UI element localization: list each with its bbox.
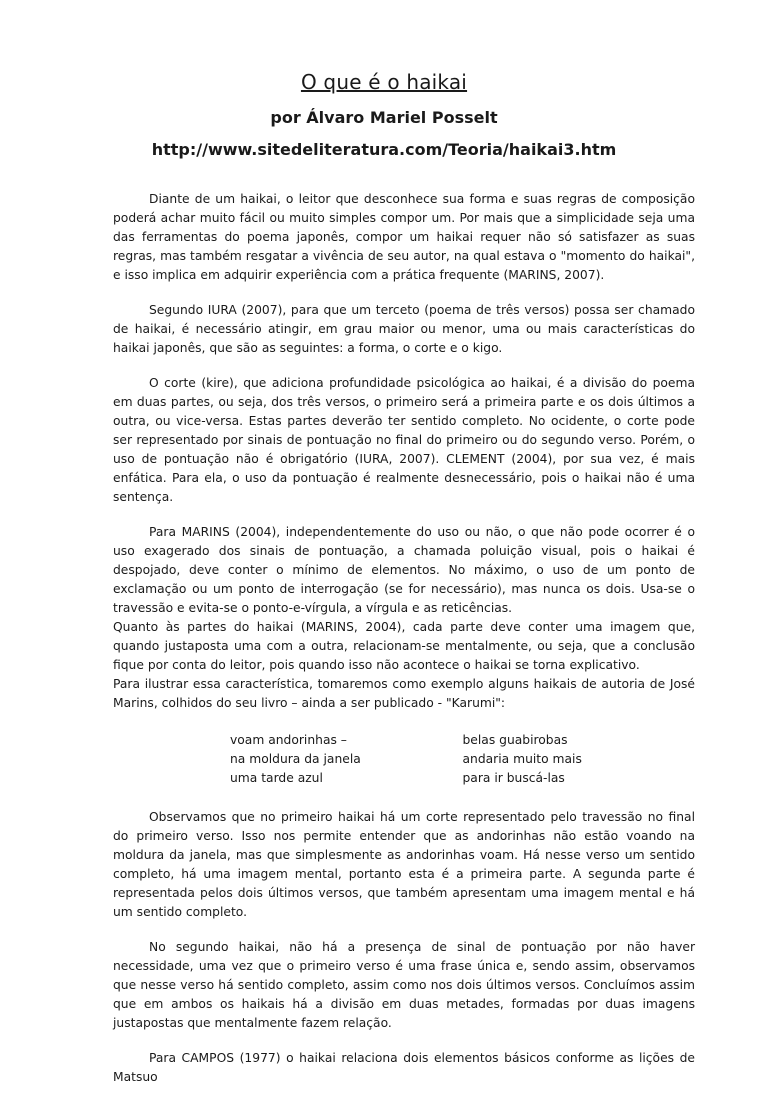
paragraph: Para CAMPOS (1977) o haikai relaciona dois elementos básicos conforme as lições de Matsuo (113, 1051, 695, 1084)
haikai-poem-2 (463, 731, 696, 788)
haikai-verse: voam andorinhas – (230, 733, 347, 747)
paragraph: Para ilustrar essa característica, tomaremos como exemplo alguns haikais de autoria de José Marins, colhidos do seu livro – ainda a ser publicado - "Karumi": (113, 677, 695, 710)
paragraph: No segundo haikai, não há a presença de sinal de pontuação por não haver necessidade, uma vez que o primeiro verso é uma frase única e, sendo assim, observamos que nesse verso há sentido completo, assim como nos dois últimos versos. Concluímos assim que em ambos os haikais há a divisão em duas metades, formadas por duas imagens justapostas que mentalmente fazem relação. (113, 940, 695, 1030)
haikai-verse: uma tarde azul (230, 771, 323, 785)
author-byline: por Álvaro Mariel Posselt (270, 108, 498, 127)
paragraph: Quanto às partes do haikai (MARINS, 2004), cada parte deve conter uma imagem que, quando justaposta uma com a outra, relacionam-se mentalmente, ou seja, que a conclusão fique por conta do leitor, pois quando isso não acontece o haikai se torna explicativo. (113, 620, 695, 672)
article-body (113, 190, 695, 1103)
paragraph: Diante de um haikai, o leitor que desconhece sua forma e suas regras de composição poderá achar muito fácil ou muito simples compor um. Por mais que a simplicidade seja uma das ferramentas do poema japonês, compor um haikai requer não só satisfazer as suas regras, mas também resgatar a vivência de seu autor, na qual estava o "momento do haikai", e isso implica em adquirir experiência com a prática frequente (MARINS, 2007). (113, 192, 695, 282)
haikai-verse: belas guabirobas (462, 733, 568, 747)
paragraph: O corte (kire), que adiciona profundidade psicológica ao haikai, é a divisão do poema em duas partes, ou seja, dos três versos, o primeiro será a primeira parte e os dois últimos a outra, ou vice-versa. Estas partes deverão ter sentido completo. No ocidente, o corte pode ser representado por sinais de pontuação no final do primeiro ou do segundo verso. Porém, o uso de pontuação não é obrigatório (IURA, 2007). CLEMENT (2004), por sua vez, é mais enfática. Para ela, o uso da pontuação é realmente desnecessário, pois o haikai não é uma sentença. (113, 376, 695, 504)
paragraph: Para MARINS (2004), independentemente do uso ou não, o que não pode ocorrer é o uso exagerado dos sinais de pontuação, a chamada poluição visual, pois o haikai é despojado, deve conter o mínimo de elementos. No máximo, o uso de um ponto de exclamação ou um ponto de interrogação (se for necessário), mas nunca os dois. Usa-se o travessão e evita-se o ponto-e-vírgula, a vírgula e as reticências. (113, 525, 695, 615)
source-url[interactable]: http://www.sitedeliteratura.com/Teoria/haikai3.htm (151, 140, 617, 159)
haikai-poem-1 (230, 731, 463, 788)
haikai-verse: para ir buscá-las (462, 771, 565, 785)
haikai-verse: na moldura da janela (230, 752, 361, 766)
haikai-verse: andaria muito mais (462, 752, 582, 766)
haikai-examples (230, 731, 695, 788)
paragraph: Segundo IURA (2007), para que um terceto (poema de três versos) possa ser chamado de haikai, é necessário atingir, em grau maior ou menor, uma ou mais características do haikai japonês, que são as seguintes: a forma, o corte e o kigo. (113, 303, 695, 355)
paragraph: Observamos que no primeiro haikai há um corte representado pelo travessão no final do primeiro verso. Isso nos permite entender que as andorinhas não estão voando na moldura da janela, mas que simplesmente as andorinhas voam. Há nesse verso um sentido completo, há uma imagem mental, portanto esta é a primeira parte. A segunda parte é representada pelos dois últimos versos, que também apresentam uma imagem mental e há um sentido completo. (113, 810, 695, 919)
page-title: O que é o haikai (300, 70, 468, 94)
